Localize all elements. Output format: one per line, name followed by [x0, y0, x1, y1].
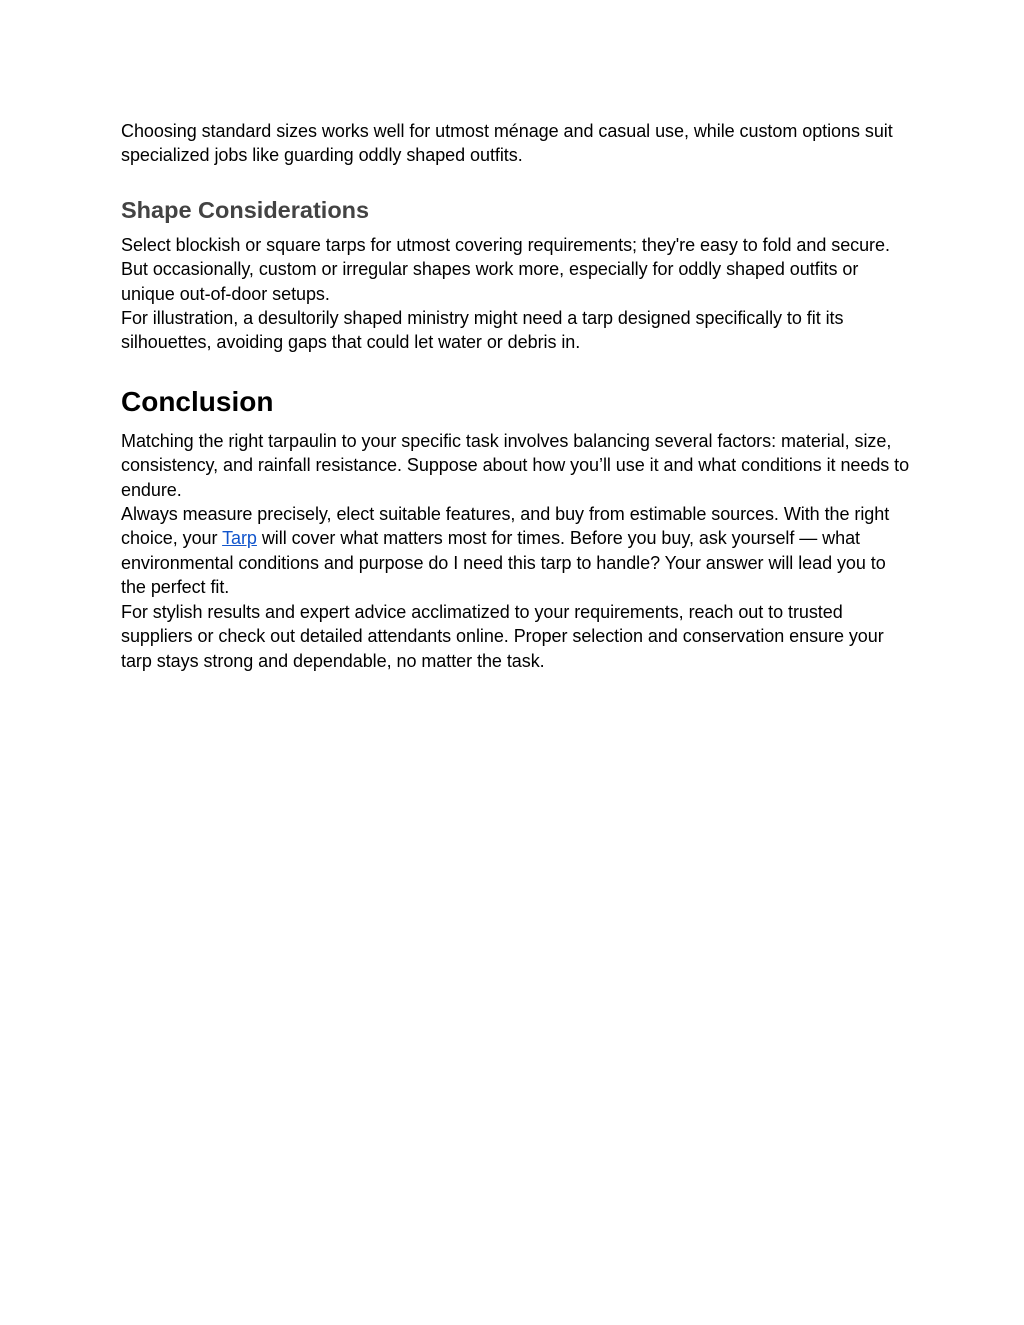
- shape-paragraph-2: For illustration, a desultorily shaped ministry might need a tarp designed specifically to fit its silhouettes, avoiding gaps that could let water or debris in.: [121, 308, 844, 353]
- conclusion-paragraph-3: For stylish results and expert advice acclimatized to your requirements, reach out to trusted suppliers or check out detailed attendants online. Proper selection and conservation ensure your tarp stays strong and dependable, no matter the task.: [121, 601, 884, 671]
- tarp-link[interactable]: Tarp: [222, 528, 257, 549]
- conclusion-paragraph-2-end: will cover what matters most for times. Before you buy, ask yourself — what environmental conditions and purpose do I need this tarp to handle? Your answer will lead you to the perfect fit.: [121, 528, 886, 598]
- shape-considerations-heading: Shape Considerations: [121, 196, 370, 223]
- conclusion-paragraph-2-start: Always measure precisely, elect suitable features, and buy from estimable sources. With the right choice, your: [121, 504, 890, 549]
- shape-paragraph-1: Select blockish or square tarps for utmost covering requirements; they're easy to fold and secure. But occasionally, custom or irregular shapes work more, especially for oddly shaped outfits or unique out-of-door setups.: [121, 234, 890, 304]
- conclusion-heading: Conclusion: [121, 385, 274, 417]
- document-page: [121, 119, 911, 673]
- conclusion-paragraph-1: Matching the right tarpaulin to your specific task involves balancing several factors: material, size, consistency, and rainfall resistance. Suppose about how you’ll use it and what conditions it needs to endure.: [121, 430, 910, 500]
- conclusion-paragraph-2: [121, 502, 911, 600]
- intro-paragraph: Choosing standard sizes works well for utmost ménage and casual use, while custom options suit specialized jobs like guarding oddly shaped outfits.: [121, 121, 893, 166]
